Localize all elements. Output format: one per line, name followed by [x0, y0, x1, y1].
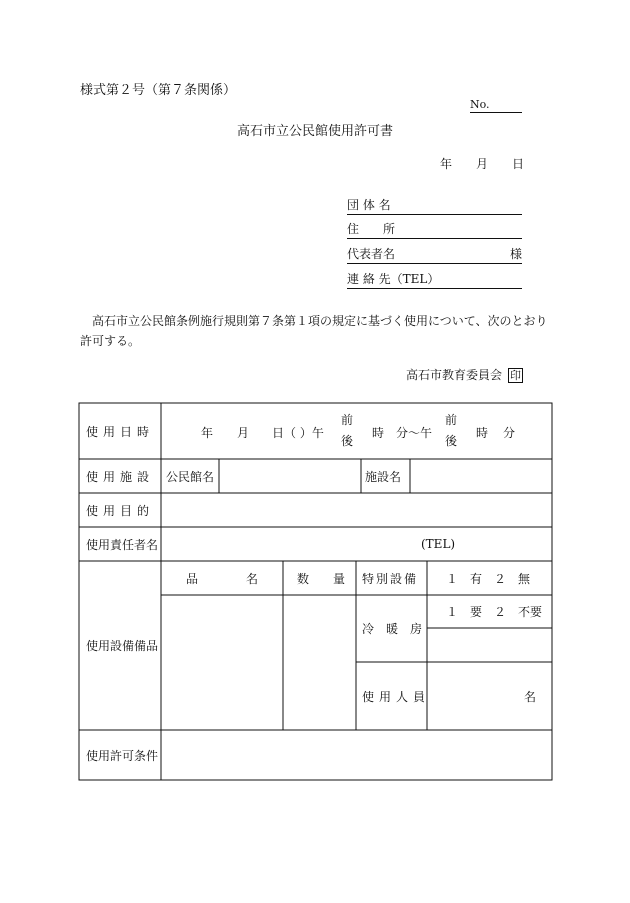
usage-month-label: 月	[237, 426, 250, 440]
honorific-suffix: 様	[509, 247, 522, 261]
date-day-label: 日	[511, 157, 524, 171]
end-pm-label: 後	[444, 434, 457, 448]
issuer-name: 高石市教育委員会	[406, 368, 503, 382]
purpose-label: 使用目的	[86, 503, 155, 518]
attendance-label: 使用人員	[362, 689, 431, 704]
representative-label: 代表者名	[347, 247, 396, 261]
date-month-label: 月	[475, 157, 488, 171]
permit-conditions-label: 使用許可条件	[86, 748, 159, 763]
date-year-label: 年	[440, 157, 453, 171]
responsible-tel-label: (TEL)	[421, 537, 456, 551]
end-am-label: 前	[444, 413, 457, 427]
end-hour-label: 時	[476, 426, 489, 440]
start-meridiem	[340, 412, 354, 449]
end-minute-label: 分	[503, 426, 516, 440]
start-pm-label: 後	[340, 434, 353, 448]
address-label: 住 所	[347, 222, 396, 236]
document-number-field: No.	[470, 98, 522, 113]
special-equipment-options: １ 有 ２ 無	[446, 571, 531, 586]
contact-label: 連 絡 先（TEL）	[347, 272, 440, 286]
permit-statement: 高石市立公民館条例施行規則第７条第１項の規定に基づく使用について、次のとおり許可する。	[80, 314, 548, 348]
facility-label: 使用施設	[86, 469, 155, 484]
item-name-header: 品 名	[186, 571, 259, 586]
special-equipment-label: 特別設備	[362, 571, 419, 586]
attendance-unit: 名	[524, 689, 537, 704]
start-time-label: 時 分〜午	[372, 426, 433, 440]
form-number: 様式第２号（第７条関係）	[80, 83, 237, 98]
end-meridiem	[444, 412, 458, 449]
hvac-label: 冷 暖 房	[362, 622, 423, 636]
usage-year-label: 年	[201, 426, 214, 440]
hvac-options: １ 要 ２ 不要	[446, 605, 543, 619]
usage-day-label: 日（ ）午	[272, 426, 324, 440]
responsible-person-label: 使用責任者名	[86, 537, 159, 552]
hall-name-label: 公民館名	[166, 469, 215, 484]
group-name-label: 団 体 名	[347, 198, 391, 212]
seal-stamp: 印	[510, 369, 522, 382]
document-title: 高石市立公民館使用許可書	[236, 124, 393, 139]
equipment-label: 使用設備備品	[86, 639, 159, 653]
facility-name-label: 施設名	[365, 469, 402, 484]
usage-datetime-label: 使用日時	[86, 424, 155, 439]
start-am-label: 前	[340, 413, 353, 427]
quantity-header: 数 量	[297, 571, 346, 586]
